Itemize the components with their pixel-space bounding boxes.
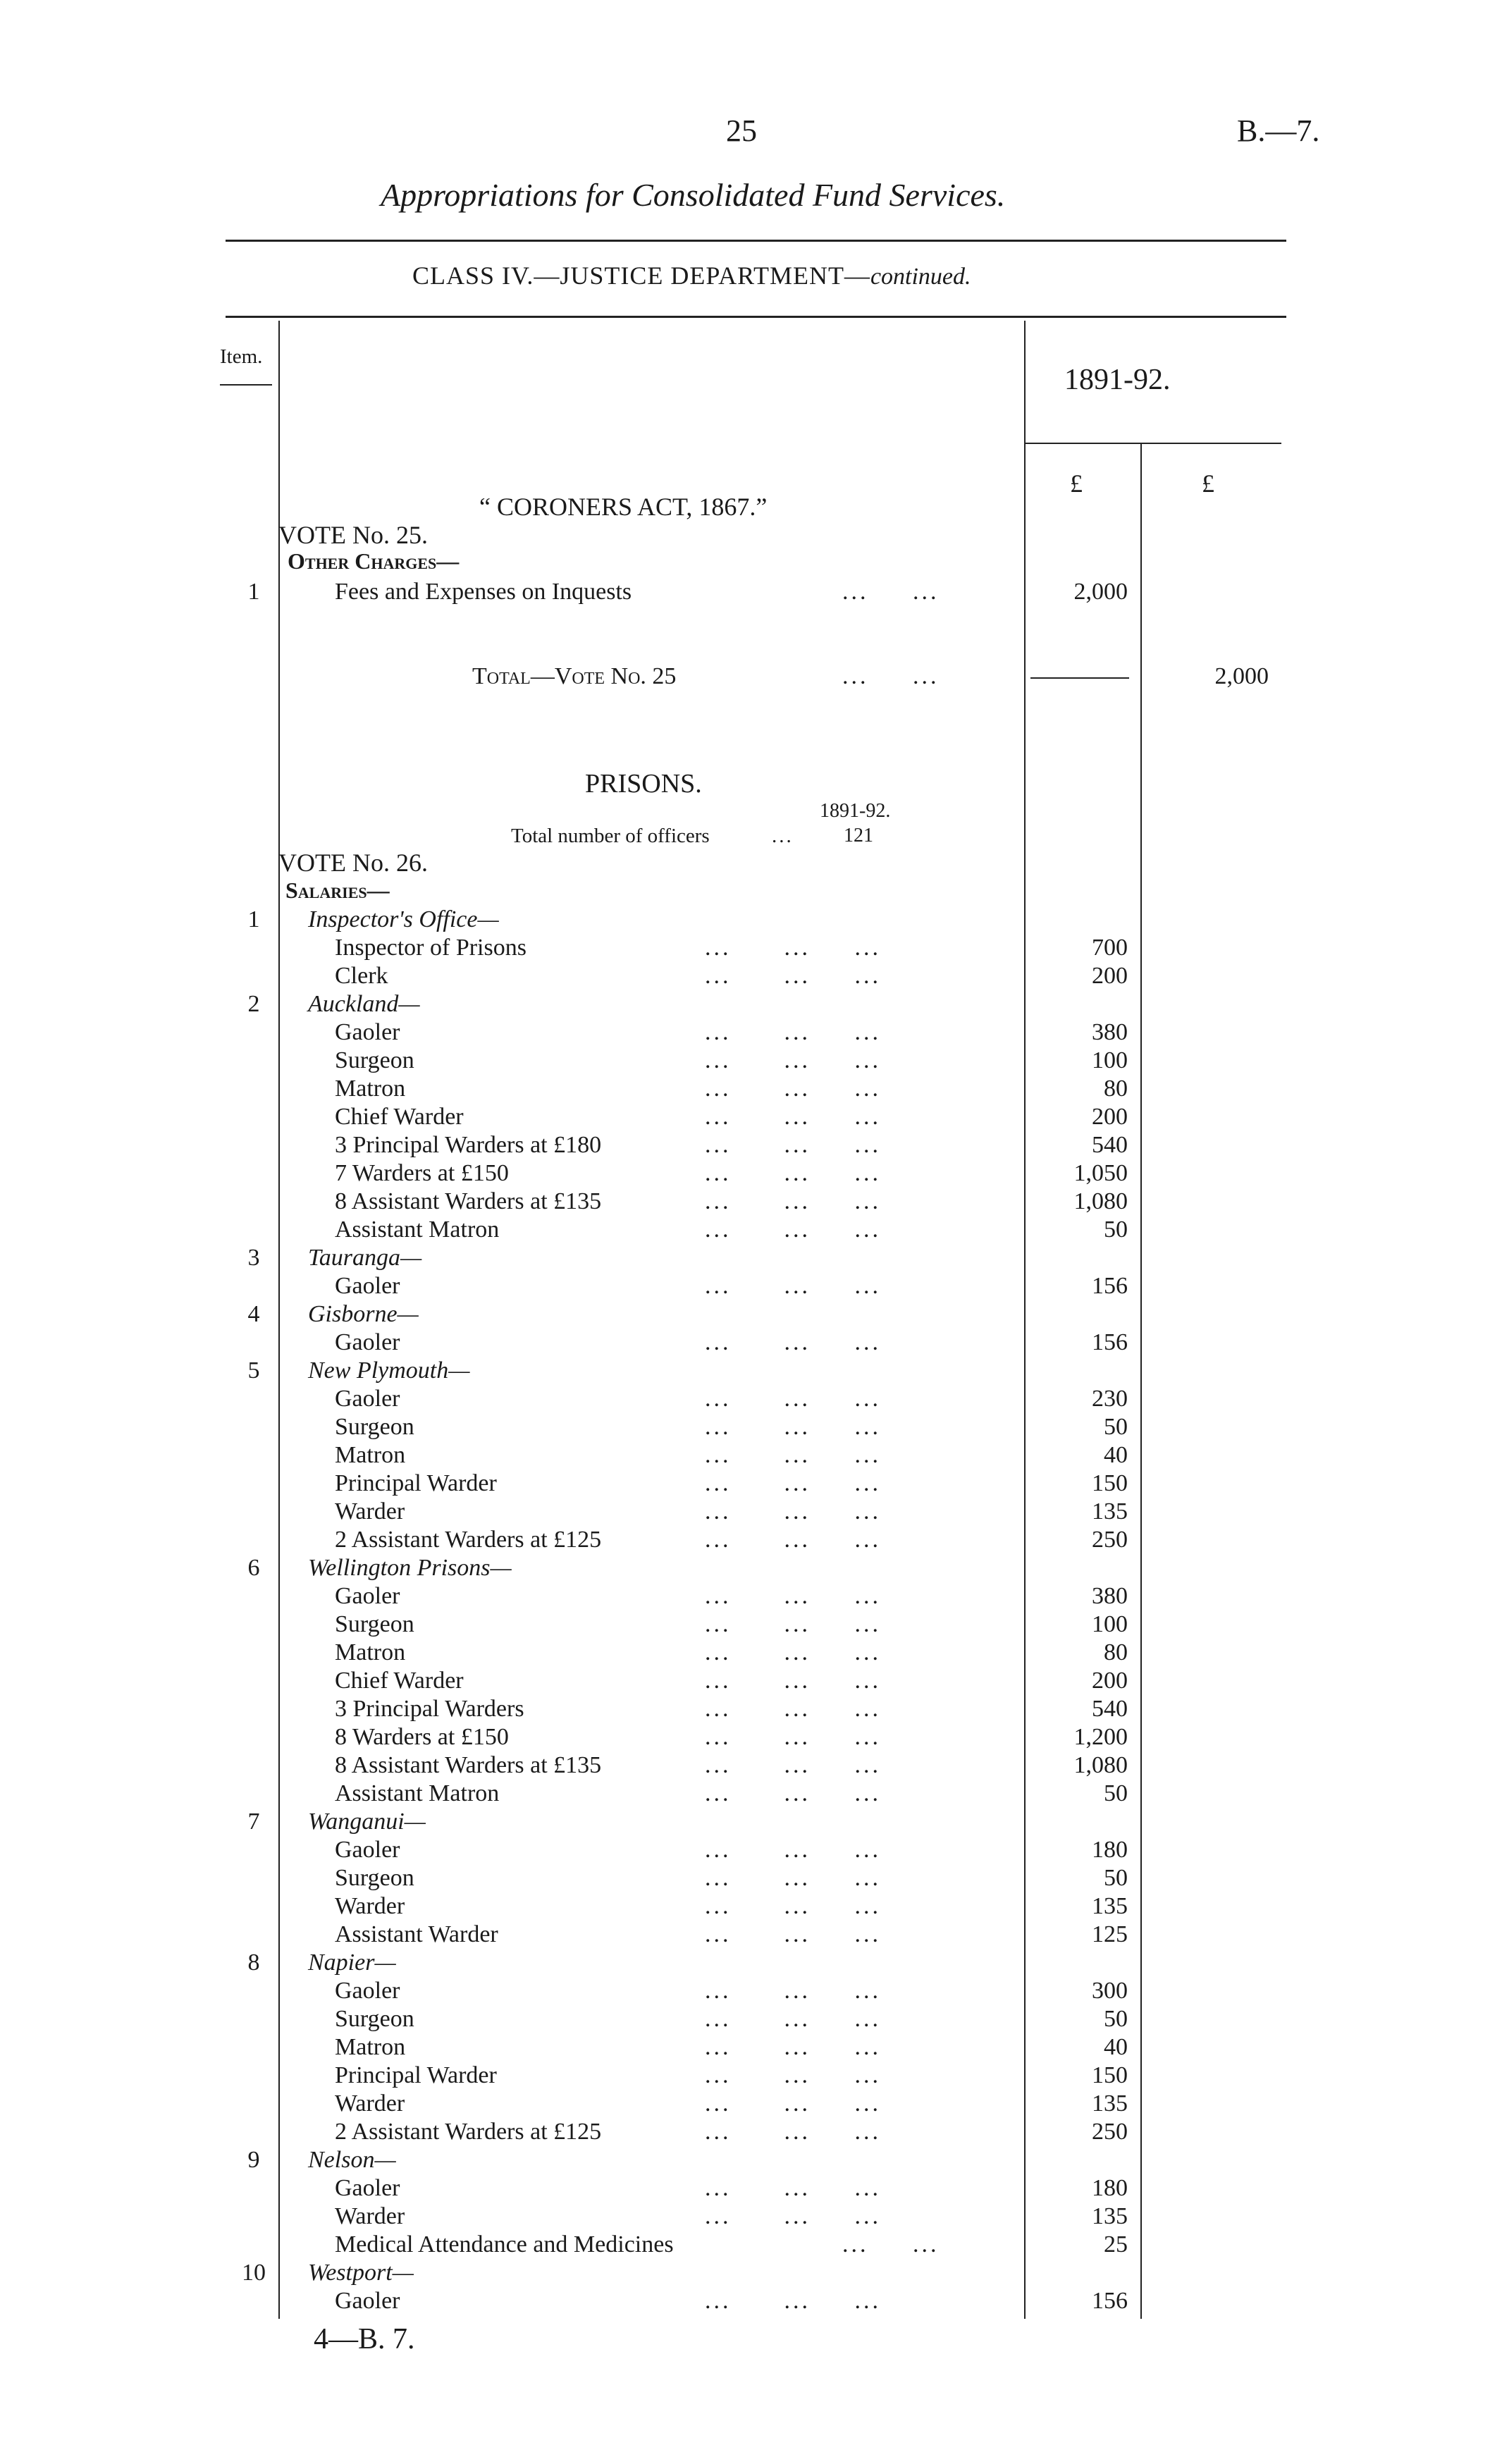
leader-dots: ... ... ...: [705, 1583, 881, 1609]
page-number: 25: [726, 113, 757, 148]
row-label: Gaoler: [335, 1386, 400, 1412]
leader-dots: ... ... ...: [705, 1216, 881, 1243]
group-label: Nelson—: [308, 2147, 396, 2173]
row-label: Surgeon: [335, 1865, 414, 1891]
row-amount: 380: [1092, 1019, 1128, 1045]
group-row: [0, 1949, 1490, 1977]
row-label: Gaoler: [335, 1019, 400, 1045]
leader-dots: ... ... ...: [705, 1498, 881, 1524]
group-label: Auckland—: [308, 991, 420, 1017]
row-amount: 200: [1092, 1104, 1128, 1130]
row-amount: 50: [1104, 2006, 1128, 2032]
row-amount: 200: [1092, 963, 1128, 989]
table-row: [0, 1159, 1490, 1188]
table-row: [0, 1441, 1490, 1470]
leader-dots: ... ... ...: [705, 1696, 881, 1722]
row-label: Gaoler: [335, 1583, 400, 1609]
row-amount: 135: [1092, 2090, 1128, 2117]
item-number: 7: [247, 1809, 260, 1835]
row-amount: 200: [1092, 1668, 1128, 1694]
item-number: 2: [247, 991, 260, 1017]
table-row: [0, 1582, 1490, 1610]
row-label: Assistant Matron: [335, 1216, 500, 1243]
row-amount: 1,050: [1073, 1160, 1128, 1186]
class-heading-continued: continued.: [870, 264, 971, 290]
table-row: [0, 1639, 1490, 1667]
table-row: [0, 934, 1490, 962]
leader-dots: ... ... ...: [705, 1724, 881, 1750]
row-label: Surgeon: [335, 1414, 414, 1440]
table-row: [0, 2231, 1490, 2259]
salaries-heading: Salaries—: [285, 877, 390, 903]
item-number: 6: [247, 1555, 260, 1581]
year-column-header: 1891-92.: [1064, 364, 1171, 396]
row-label: Surgeon: [335, 1611, 414, 1637]
class-heading: [412, 261, 971, 290]
leader-dots: ... ... ...: [705, 2090, 881, 2117]
row-amount: 40: [1104, 1442, 1128, 1468]
row-amount: 25: [1104, 2231, 1128, 2257]
table-row: [0, 1018, 1490, 1047]
group-label: New Plymouth—: [308, 1357, 470, 1384]
group-label: Inspector's Office—: [308, 906, 499, 932]
row-label: Warder: [335, 1893, 405, 1919]
item-number: 3: [247, 1245, 260, 1271]
row-label: Matron: [335, 1076, 406, 1102]
item-number: 1: [247, 579, 260, 605]
leader-dots: ... ... ...: [705, 1893, 881, 1919]
leader-dots: ... ... ...: [705, 2006, 881, 2032]
row-label: Gaoler: [335, 1978, 400, 2004]
row-label: 8 Warders at £150: [335, 1724, 509, 1750]
row-amount: 540: [1092, 1696, 1128, 1722]
row-amount: 100: [1092, 1047, 1128, 1073]
row-label: Surgeon: [335, 1047, 414, 1073]
group-row: [0, 2146, 1490, 2174]
item-number: 10: [242, 2260, 266, 2286]
row-label: Medical Attendance and Medicines: [335, 2231, 674, 2257]
group-row: [0, 1357, 1490, 1385]
leader-dots: ... ... ...: [705, 1273, 881, 1299]
leader-dots: ... ...: [842, 579, 940, 605]
row-label: Warder: [335, 1498, 405, 1524]
item-number: 1: [247, 906, 260, 932]
row-amount: 50: [1104, 1414, 1128, 1440]
table-row: [0, 2118, 1490, 2146]
leader-dots: ... ... ...: [705, 1160, 881, 1186]
item-header-rule: [220, 384, 272, 386]
table-row: [0, 2033, 1490, 2062]
leader-dots: ... ... ...: [705, 963, 881, 989]
row-amount: 250: [1092, 2119, 1128, 2145]
group-row: [0, 1300, 1490, 1329]
row-label: Gaoler: [335, 1329, 400, 1355]
group-row: [0, 1554, 1490, 1582]
leader-dots: ... ... ...: [705, 1780, 881, 1806]
table-row: [0, 2287, 1490, 2315]
officers-label: Total number of officers: [511, 825, 710, 847]
leader-dots: ... ... ...: [705, 2034, 881, 2060]
leader-dots: ... ... ...: [705, 1527, 881, 1553]
page-title: Appropriations for Consolidated Fund Services.: [381, 177, 1006, 213]
row-label: Assistant Matron: [335, 1780, 500, 1806]
table-row: [0, 1047, 1490, 1075]
leader-dots: ... ... ...: [705, 1639, 881, 1665]
row-amount: 40: [1104, 2034, 1128, 2060]
document-code: B.—7.: [1237, 113, 1320, 148]
pound-header-2: £: [1202, 469, 1214, 498]
officers-year: 1891-92.: [820, 800, 891, 822]
group-label: Westport—: [308, 2260, 414, 2286]
row-amount: 150: [1092, 2062, 1128, 2088]
table-row: [0, 1977, 1490, 2005]
leader-dots: ... ...: [842, 2231, 940, 2257]
pound-header-1: £: [1070, 469, 1083, 498]
leader-dots: ... ... ...: [705, 1978, 881, 2004]
row-amount: 700: [1092, 935, 1128, 961]
row-label: Clerk: [335, 963, 388, 989]
leader-dots: ... ... ...: [705, 1386, 881, 1412]
row-label: Gaoler: [335, 1273, 400, 1299]
leader-dots: ... ... ...: [705, 1329, 881, 1355]
table-row: [0, 1780, 1490, 1808]
table-row: [0, 1836, 1490, 1864]
group-label: Tauranga—: [308, 1245, 422, 1271]
item-amount: 2,000: [1073, 579, 1128, 605]
table-row: [0, 1470, 1490, 1498]
class-heading-text: CLASS IV.—JUSTICE DEPARTMENT—: [412, 261, 870, 290]
table-row: [0, 1864, 1490, 1892]
table-row: [0, 2090, 1490, 2118]
total-dash-rule: [1030, 677, 1129, 679]
row-amount: 156: [1092, 2288, 1128, 2314]
table-row: [0, 2174, 1490, 2203]
row-amount: 1,200: [1073, 1724, 1128, 1750]
total-label: Total—Vote No. 25: [472, 663, 677, 689]
group-row: [0, 1244, 1490, 1272]
row-amount: 135: [1092, 2203, 1128, 2229]
group-label: Wellington Prisons—: [308, 1555, 512, 1581]
row-amount: 380: [1092, 1583, 1128, 1609]
row-amount: 540: [1092, 1132, 1128, 1158]
leader-dots: ... ... ...: [705, 2175, 881, 2201]
leader-dots: ... ... ...: [705, 2288, 881, 2314]
table-row: [0, 1695, 1490, 1723]
row-label: 8 Assistant Warders at £135: [335, 1752, 602, 1778]
table-row: [0, 1385, 1490, 1413]
row-label: Chief Warder: [335, 1668, 464, 1694]
row-label: Surgeon: [335, 2006, 414, 2032]
row-amount: 100: [1092, 1611, 1128, 1637]
group-label: Napier—: [308, 1949, 396, 1976]
item-number: 9: [247, 2147, 260, 2173]
group-label: Gisborne—: [308, 1301, 419, 1327]
table-row: [0, 1723, 1490, 1751]
row-amount: 180: [1092, 1837, 1128, 1863]
leader-dots: ... ... ...: [705, 1414, 881, 1440]
table-row: [0, 1498, 1490, 1526]
row-amount: 1,080: [1073, 1188, 1128, 1214]
table-row: [0, 962, 1490, 990]
coroners-total-row: [0, 663, 1490, 691]
row-amount: 180: [1092, 2175, 1128, 2201]
row-label: 3 Principal Warders: [335, 1696, 524, 1722]
table-row: [0, 2062, 1490, 2090]
leader-dots: ... ... ...: [705, 1837, 881, 1863]
row-label: 8 Assistant Warders at £135: [335, 1188, 602, 1214]
row-label: 2 Assistant Warders at £125: [335, 1527, 602, 1553]
leader-dots: ... ... ...: [705, 1668, 881, 1694]
coroners-item-row: [0, 578, 1490, 606]
row-label: Warder: [335, 2090, 405, 2117]
leader-dots: ... ... ...: [705, 935, 881, 961]
table-row: [0, 1131, 1490, 1159]
leader-dots: ... ... ...: [705, 1047, 881, 1073]
year-header-rule: [1024, 443, 1281, 444]
row-amount: 80: [1104, 1639, 1128, 1665]
table-row: [0, 1103, 1490, 1131]
row-amount: 50: [1104, 1216, 1128, 1243]
page-footer: 4—B. 7.: [314, 2323, 415, 2355]
group-label: Wanganui—: [308, 1809, 426, 1835]
item-number: 4: [247, 1301, 260, 1327]
table-row: [0, 1188, 1490, 1216]
table-row: [0, 1526, 1490, 1554]
row-label: Gaoler: [335, 2175, 400, 2201]
item-description: Fees and Expenses on Inquests: [335, 579, 632, 605]
row-label: Gaoler: [335, 1837, 400, 1863]
row-label: Assistant Warder: [335, 1921, 498, 1947]
leader-dots: ... ... ...: [705, 1442, 881, 1468]
row-amount: 150: [1092, 1470, 1128, 1496]
table-row: [0, 1216, 1490, 1244]
item-number: 5: [247, 1357, 260, 1384]
table-row: [0, 1667, 1490, 1695]
leader-dots: ... ... ...: [705, 2119, 881, 2145]
row-amount: 135: [1092, 1498, 1128, 1524]
group-row: [0, 990, 1490, 1018]
leader-dots: ... ... ...: [705, 1470, 881, 1496]
leader-dots: ... ... ...: [705, 1752, 881, 1778]
row-label: Chief Warder: [335, 1104, 464, 1130]
row-label: Principal Warder: [335, 1470, 497, 1496]
leader-dots: ... ... ...: [705, 1865, 881, 1891]
prisons-heading: PRISONS.: [585, 769, 702, 799]
coroners-heading: “ CORONERS ACT, 1867.”: [479, 493, 768, 521]
coroners-charges-heading: Other Charges—: [288, 548, 460, 574]
table-row: [0, 1413, 1490, 1441]
coroners-vote: VOTE No. 25.: [278, 521, 428, 549]
row-label: 3 Principal Warders at £180: [335, 1132, 602, 1158]
leader-dots: ... ... ...: [705, 1019, 881, 1045]
table-row: [0, 1751, 1490, 1780]
table-row: [0, 1610, 1490, 1639]
table-row: [0, 2203, 1490, 2231]
row-amount: 156: [1092, 1329, 1128, 1355]
row-amount: 80: [1104, 1076, 1128, 1102]
row-label: 2 Assistant Warders at £125: [335, 2119, 602, 2145]
row-amount: 230: [1092, 1386, 1128, 1412]
table-row: [0, 1329, 1490, 1357]
leader-dots: ...: [772, 825, 794, 847]
group-row: [0, 2259, 1490, 2287]
row-amount: 156: [1092, 1273, 1128, 1299]
table-row: [0, 2005, 1490, 2033]
table-top-rule: [226, 316, 1286, 318]
group-row: [0, 1808, 1490, 1836]
row-amount: 1,080: [1073, 1752, 1128, 1778]
table-row: [0, 1892, 1490, 1921]
row-amount: 50: [1104, 1780, 1128, 1806]
row-label: Inspector of Prisons: [335, 935, 527, 961]
row-label: Matron: [335, 1639, 406, 1665]
total-amount: 2,000: [1214, 663, 1269, 689]
row-amount: 135: [1092, 1893, 1128, 1919]
table-row: [0, 1921, 1490, 1949]
leader-dots: ... ... ...: [705, 1076, 881, 1102]
prisons-vote: VOTE No. 26.: [278, 849, 428, 877]
row-amount: 250: [1092, 1527, 1128, 1553]
row-label: Matron: [335, 2034, 406, 2060]
row-label: 7 Warders at £150: [335, 1160, 509, 1186]
table-row: [0, 1272, 1490, 1300]
table-row: [0, 1075, 1490, 1103]
row-amount: 125: [1092, 1921, 1128, 1947]
leader-dots: ... ... ...: [705, 1921, 881, 1947]
leader-dots: ... ... ...: [705, 1104, 881, 1130]
row-amount: 50: [1104, 1865, 1128, 1891]
title-rule: [226, 240, 1286, 242]
leader-dots: ... ... ...: [705, 1611, 881, 1637]
item-column-header: Item.: [220, 345, 263, 368]
row-label: Matron: [335, 1442, 406, 1468]
leader-dots: ... ... ...: [705, 1188, 881, 1214]
row-label: Warder: [335, 2203, 405, 2229]
item-number: 8: [247, 1949, 260, 1976]
officers-count: 121: [844, 825, 873, 846]
leader-dots: ... ... ...: [705, 2203, 881, 2229]
leader-dots: ... ... ...: [705, 2062, 881, 2088]
leader-dots: ... ...: [842, 663, 940, 689]
row-label: Gaoler: [335, 2288, 400, 2314]
leader-dots: ... ... ...: [705, 1132, 881, 1158]
row-label: Principal Warder: [335, 2062, 497, 2088]
group-row: [0, 906, 1490, 934]
row-amount: 300: [1092, 1978, 1128, 2004]
